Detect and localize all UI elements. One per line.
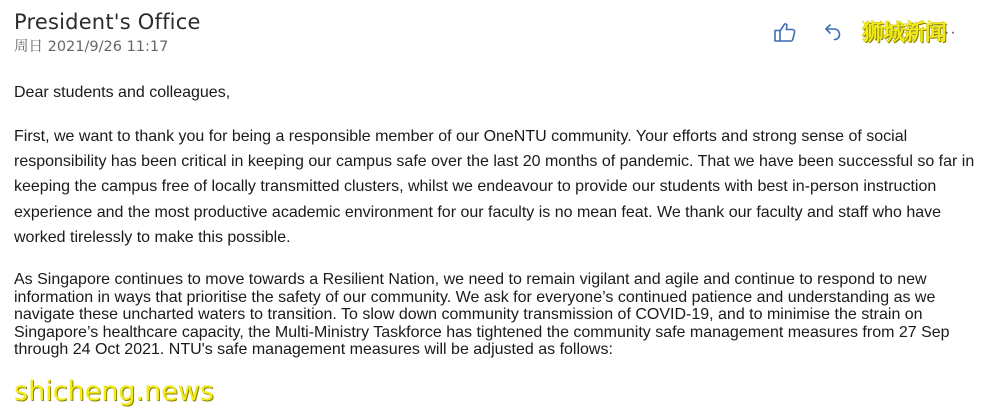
watermark-chinese: 狮城新闻 [862, 21, 947, 46]
like-button[interactable] [770, 17, 800, 47]
email-header [14, 8, 201, 57]
reply-arrow-icon [823, 22, 843, 42]
thumbs-up-icon [773, 21, 797, 43]
body-paragraph-2: As Singapore continues to move towards a Resilient Nation, we need to remain vigilant and agile and continue to respond to new information in ways that prioritise the safety of our community. We ask for everyone’s continued patience and understanding as we navigate these uncharted waters to transition. To slow down community transmission of COVID-19, and to minimise the strain on Singapore’s healthcare capacity, the Multi-Ministry Taskforce has tightened the community safe management measures from 27 Sep through 24 Oct 2021. NTU's safe management measures will be adjusted as follows: [14, 271, 950, 359]
body-paragraph-1: First, we want to thank you for being a responsible member of our OneNTU community. Your efforts and strong sense of social responsibility has been critical in keeping our campus safe over the last 20 months of pandemic. That we have been successful so far in keeping the campus free of locally transmitted clusters, whilst we endeavour to provide our students with best in-person instruction experience and the most productive academic environment for our faculty is no mean feat. We thank our faculty and staff who have worked tirelessly to make this possible. [14, 128, 975, 246]
email-body [14, 80, 979, 359]
greeting: Dear students and colleagues, [14, 84, 231, 101]
email-actions [770, 16, 957, 47]
sent-date: 周日 2021/9/26 11:17 [14, 39, 169, 55]
reply-button[interactable] [818, 17, 848, 47]
more-actions-button[interactable]: ·· [944, 23, 957, 41]
sender-name: President's Office [14, 10, 201, 34]
watermark-english: shicheng.news [14, 376, 214, 407]
